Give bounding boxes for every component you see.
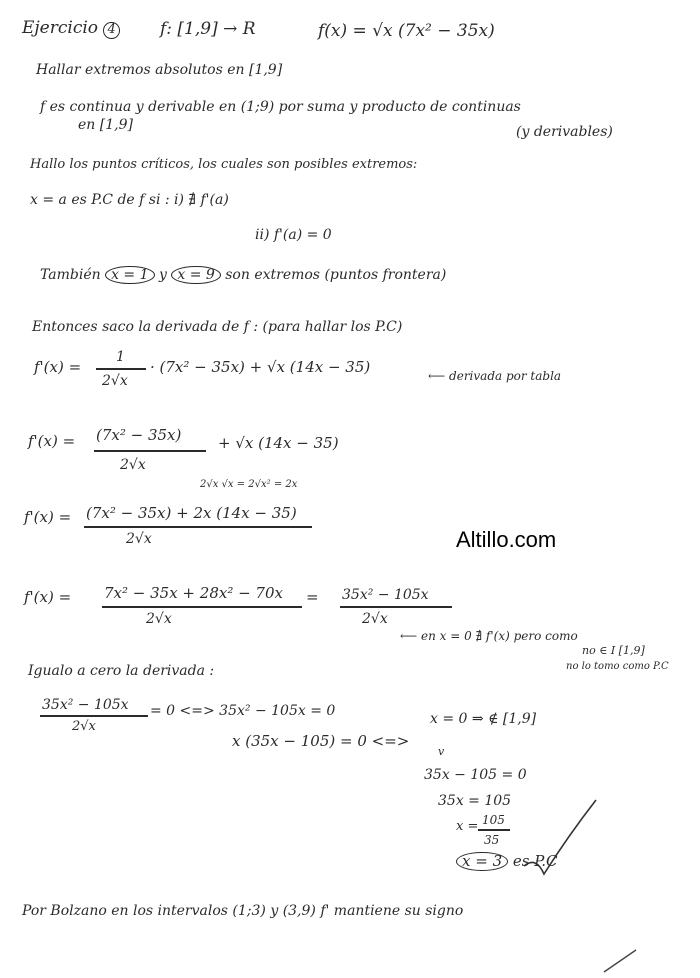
line-bolzano: Por Bolzano en los intervalos (1;3) y (3,9) f' mantiene su signo xyxy=(22,903,464,919)
e3-line: 35x − 105 = 0 xyxy=(424,767,527,783)
d4-equals: = xyxy=(306,588,319,606)
boundary-x1: x = 1 xyxy=(105,266,154,284)
e1-numerator: 35x² − 105x xyxy=(42,697,129,713)
d3-denominator: 2√x xyxy=(126,531,152,547)
e5-numerator: 105 xyxy=(482,813,505,827)
line-absolute-extremes: Hallar extremos absolutos en [1,9] xyxy=(36,62,283,78)
function-domain: f: [1,9] → R xyxy=(160,19,256,39)
exercise-title xyxy=(22,20,120,39)
critical-point-x3: x = 3 xyxy=(456,852,508,871)
e4-line: 35x = 105 xyxy=(438,793,512,809)
e5-denominator: 35 xyxy=(484,833,500,847)
d4-fraction-bar-2 xyxy=(340,606,452,608)
watermark: Altillo.com xyxy=(456,527,557,552)
d4-numerator: 7x² − 35x + 28x² − 70x xyxy=(104,584,283,602)
d3-fraction-bar xyxy=(84,526,312,528)
function-expression: f(x) = √x (7x² − 35x) xyxy=(318,21,495,41)
e2-line: x (35x − 105) = 0 <=> xyxy=(232,732,410,750)
check-mark-icon xyxy=(520,796,600,880)
line-set-zero: Igualo a cero la derivada : xyxy=(28,663,215,679)
d1-lhs: f'(x) = xyxy=(34,358,82,376)
e1-fraction-bar xyxy=(40,715,148,717)
line-boundary-points: También x = 1 y x = 9 son extremos (puntos frontera) xyxy=(40,267,447,283)
exercise-number: 4 xyxy=(103,22,119,39)
d2-rest: + √x (14x − 35) xyxy=(218,434,339,452)
d1-note: ⟵ derivada por tabla xyxy=(428,369,562,383)
e1-denominator: 2√x xyxy=(72,719,96,734)
line-pc-definition: x = a es P.C de f si : i) ∄ f'(a) xyxy=(30,192,229,208)
pen-stroke-icon xyxy=(600,946,640,976)
line-critical-points: Hallo los puntos críticos, los cuales son posibles extremos: xyxy=(30,157,418,172)
d1-rest: · (7x² − 35x) + √x (14x − 35) xyxy=(150,358,371,376)
exercise-label: Ejercicio xyxy=(22,18,99,38)
d4-fraction-bar xyxy=(102,606,302,608)
d1-denominator: 2√x xyxy=(102,373,128,389)
d4-lhs: f'(x) = xyxy=(24,588,72,606)
e6-line: x = 3 es P.C xyxy=(456,852,558,871)
line-continuity-interval: en [1,9] xyxy=(78,117,133,133)
d4-denominator: 2√x xyxy=(146,611,172,627)
line-continuity: f es continua y derivable en (1;9) por suma y producto de continuas xyxy=(40,99,521,115)
e5-fraction-bar xyxy=(478,829,510,831)
d4-note-2: no ∈ I [1,9] xyxy=(582,644,645,657)
d3-lhs: f'(x) = xyxy=(24,508,72,526)
d2-side-note: 2√x √x = 2√x² = 2x xyxy=(200,479,298,490)
d2-numerator: (7x² − 35x) xyxy=(96,426,182,444)
line-pc-condition-2: ii) f'(a) = 0 xyxy=(255,227,332,243)
d2-lhs: f'(x) = xyxy=(28,432,76,450)
d2-fraction-bar xyxy=(94,450,206,452)
e5-lhs: x = xyxy=(456,819,479,834)
line-derivative-intro: Entonces saco la derivada de f : (para hallar los P.C) xyxy=(32,319,403,335)
d1-numerator: 1 xyxy=(116,349,125,365)
e1-rest: = 0 <=> 35x² − 105x = 0 xyxy=(150,703,336,719)
d1-fraction-bar xyxy=(96,368,146,370)
d4-numerator-2: 35x² − 105x xyxy=(342,587,429,603)
line-continuity-note: (y derivables) xyxy=(516,124,613,140)
boundary-x9: x = 9 xyxy=(171,266,220,284)
d4-note-3: no lo tomo como P.C xyxy=(566,661,669,672)
d4-note-1: ⟵ en x = 0 ∄ f'(x) pero como xyxy=(400,629,578,643)
d3-numerator: (7x² − 35x) + 2x (14x − 35) xyxy=(86,504,297,522)
e2-x-zero: x = 0 ⇒ ∉ [1,9] xyxy=(430,711,537,727)
e2-or-mark: v xyxy=(438,745,445,758)
d2-denominator: 2√x xyxy=(120,457,146,473)
d4-denominator-2: 2√x xyxy=(362,611,388,627)
